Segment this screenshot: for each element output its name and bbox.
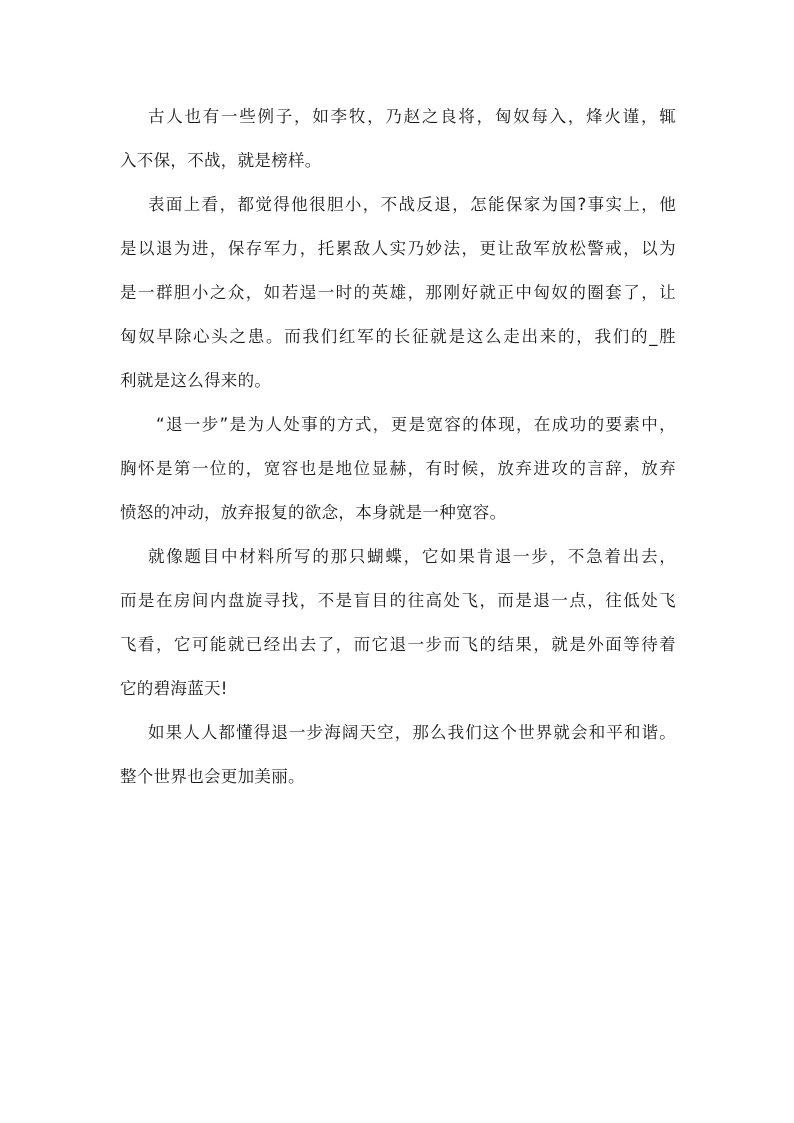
text-line: 它的碧海蓝天! (120, 679, 228, 698)
paragraph-1 (120, 95, 676, 183)
text-line: 胸怀是第一位的，宽容也是地位显赫，有时候，放弃进攻的言辞，放弃 (120, 459, 676, 478)
text-line: 入不保，不战，就是榜样。 (120, 151, 322, 170)
text-line: 表面上看，都觉得他很胆小，不战反退，怎能保家为国?事实上，他 (148, 195, 676, 214)
text-line: 飞看，它可能就已经出去了，而它退一步而飞的结果，就是外面等待着 (120, 635, 676, 654)
paragraph-4 (120, 535, 676, 711)
text-line: 整个世界也会更加美丽。 (120, 767, 305, 786)
text-line: 愤怒的冲动，放弃报复的欲念，本身就是一种宽容。 (120, 503, 507, 522)
text-line: 如果人人都懂得退一步海阔天空，那么我们这个世界就会和平和谐。 (148, 723, 676, 742)
paragraph-3 (120, 403, 676, 535)
text-line: 而是在房间内盘旋寻找，不是盲目的往高处飞，而是退一点，往低处飞 (120, 591, 676, 610)
text-line: 古人也有一些例子，如李牧，乃赵之良将，匈奴每入，烽火谨，辄 (148, 107, 676, 126)
text-line: 是以退为进，保存军力，托累敌人实乃妙法，更让敌军放松警戒，以为 (120, 239, 676, 258)
text-line: 就像题目中材料所写的那只蝴蝶，它如果肯退一步，不急着出去， (148, 547, 676, 566)
paragraph-5 (120, 711, 676, 799)
text-line: 是一群胆小之众，如若逞一时的英雄，那刚好就正中匈奴的圈套了，让 (120, 283, 676, 302)
text-line: “退一步”是为人处事的方式，更是宽容的体现，在成功的要素中， (156, 415, 676, 434)
text-line: 匈奴早除心头之患。而我们红军的长征就是这么走出来的，我们的_胜 (120, 327, 676, 346)
document-page (120, 95, 676, 799)
text-line: 利就是这么得来的。 (120, 371, 272, 390)
paragraph-2 (120, 183, 676, 403)
